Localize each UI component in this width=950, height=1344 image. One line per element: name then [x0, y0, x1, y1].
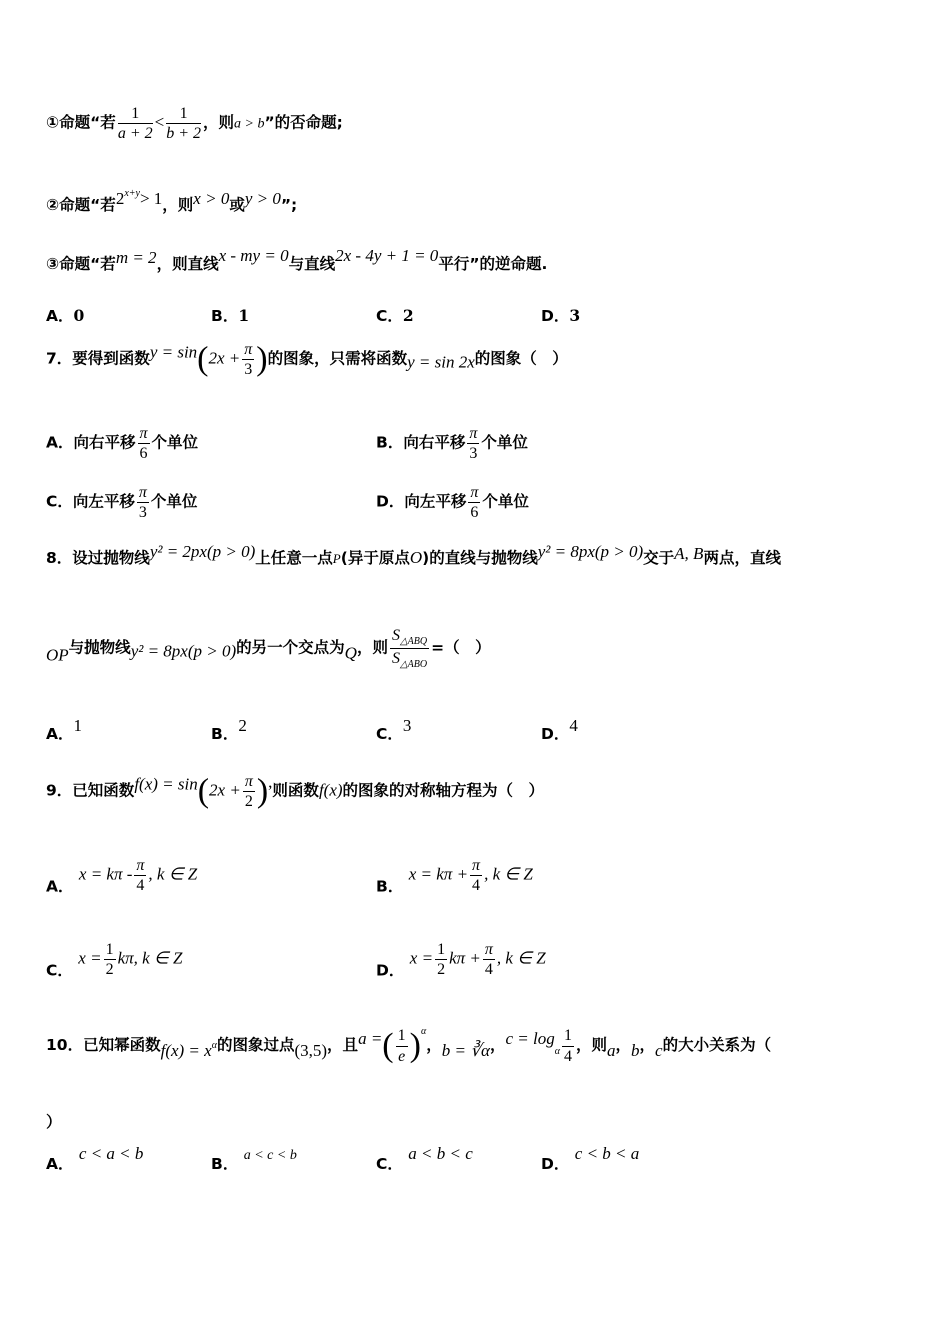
option-label: B． — [211, 725, 239, 743]
option-label: A． — [46, 1155, 74, 1173]
question-number: 9． — [46, 781, 73, 800]
option-fraction — [435, 940, 447, 979]
q7-option-d[interactable] — [376, 483, 529, 522]
q10-text-e: 的大小关系为（ — [662, 1036, 772, 1054]
point-3-5: (3,5) — [294, 1041, 328, 1060]
frac-den: 3 — [244, 361, 253, 379]
fraction-1-over-b-plus-2 — [166, 104, 201, 143]
option-text: 2 — [238, 716, 247, 735]
frac-den: 4 — [472, 877, 481, 895]
sep: ， — [615, 1036, 631, 1054]
option-pre: 向右平移 — [403, 433, 466, 452]
frac-den: 6 — [139, 445, 148, 463]
q10-option-b[interactable] — [211, 1144, 297, 1174]
power-func: f(x) = x — [160, 1041, 212, 1060]
a-def: a = — [358, 1029, 383, 1048]
option-label: B． — [211, 1155, 239, 1173]
right-paren: ) — [256, 340, 268, 378]
cond-x-gt-0: x > 0 — [193, 189, 230, 208]
frac-num-s: S — [391, 627, 400, 644]
q10-text-d: ，则 — [575, 1036, 607, 1054]
q10-text-b: 的图象过点 — [216, 1036, 295, 1054]
question-number: 8． — [46, 549, 73, 567]
option-text: 4 — [569, 716, 578, 735]
option-fraction — [134, 856, 146, 895]
frac-den: 2 — [105, 961, 114, 979]
frac-num: π — [134, 856, 146, 876]
q9-option-a[interactable] — [46, 856, 197, 897]
question-number: 10． — [46, 1036, 84, 1054]
option-label: C． — [46, 492, 73, 511]
fraction-1-over-a-plus-2 — [118, 104, 153, 143]
option-text: a < c < b — [243, 1148, 297, 1163]
q9-text-a: 已知函数 — [72, 781, 135, 800]
parabola-1: y² = 2px(p > 0) — [149, 542, 256, 561]
q10-option-c[interactable] — [376, 1144, 473, 1174]
option-text: a < b < c — [408, 1144, 473, 1163]
frac-den: a + 2 — [117, 125, 153, 143]
cond-y-gt-0: y > 0 — [244, 189, 281, 208]
q6-item1-text-a: 命题“若 — [59, 113, 116, 132]
log-base: α — [554, 1046, 560, 1058]
line-op: OP — [46, 645, 69, 665]
q10-option-a[interactable] — [46, 1144, 143, 1174]
q6-item-2 — [46, 188, 297, 215]
option-fraction — [467, 424, 479, 463]
frac-den: e — [398, 1047, 406, 1065]
frac-num: 1 — [118, 104, 153, 124]
q9-inner: 2x + — [209, 780, 241, 800]
q8-option-d[interactable] — [541, 716, 578, 744]
option-label: C． — [46, 961, 73, 980]
q6-item2-text-b: ，则 — [162, 196, 194, 214]
q10-text-c: ，且 — [327, 1036, 359, 1054]
q6-item2-text-a: 命题“若 — [59, 196, 116, 214]
circle-num-1: ① — [46, 113, 60, 132]
point-q: Q — [344, 643, 357, 663]
q9-text-c: 的图象的对称轴方程为（ ） — [342, 781, 545, 800]
left-paren: ( — [382, 1027, 394, 1064]
option-post: , k ∈ Z — [484, 864, 533, 884]
option-text: 1 — [73, 716, 82, 735]
fraction-pi-over-2 — [243, 772, 255, 811]
q8-option-c[interactable] — [376, 716, 411, 744]
comma: , — [268, 772, 273, 792]
option-pre: 向左平移 — [72, 492, 135, 511]
option-text: c < b < a — [574, 1144, 640, 1163]
frac-den: b + 2 — [166, 125, 201, 143]
frac-num: 1 — [562, 1026, 574, 1046]
option-fraction — [138, 424, 150, 463]
option-label: A． — [46, 725, 74, 743]
option-label: C． — [376, 725, 403, 743]
var-c: c — [655, 1041, 663, 1060]
q7-inner: 2x + — [208, 348, 241, 368]
q6-item-1 — [46, 104, 343, 143]
frac-den: 3 — [469, 445, 478, 463]
q8-text-h: 的另一个交点为 — [236, 638, 345, 657]
q6-item-3 — [46, 246, 547, 274]
q7-text-b: 的图象，只需将函数 — [267, 349, 408, 368]
q8-text-f: 两点，直线 — [703, 549, 781, 567]
b-def: b = ∛α — [441, 1041, 490, 1060]
frac-num-sub: △ABQ — [399, 636, 428, 648]
option-label: D． — [541, 307, 570, 325]
option-label: B． — [376, 433, 404, 452]
frac-num: π — [242, 340, 254, 360]
q7-option-b[interactable] — [376, 424, 528, 463]
option-text: 2 — [402, 306, 414, 325]
power-func-exp: α — [211, 1040, 217, 1051]
option-post: kπ, k ∈ Z — [117, 948, 183, 968]
cond-m-eq-2: m = 2 — [115, 248, 157, 267]
frac-num: 1 — [166, 104, 201, 124]
q9-func: f(x) = sin — [134, 774, 198, 794]
frac-num: π — [467, 424, 479, 444]
area-ratio-fraction — [390, 626, 429, 671]
option-pre: x = kπ + — [408, 864, 469, 884]
left-paren: ( — [197, 340, 209, 378]
option-fraction — [104, 940, 116, 979]
q10-text-f: ） — [46, 1113, 62, 1131]
q6-option-d[interactable] — [541, 304, 580, 326]
option-pre: 向右平移 — [73, 433, 136, 452]
option-text: 1 — [238, 306, 250, 325]
frac-num: 1 — [435, 940, 447, 960]
option-pre: 向左平移 — [404, 492, 467, 511]
less-than: < — [154, 112, 165, 132]
q9-option-c[interactable] — [46, 940, 182, 981]
q8-text-b: 上任意一点 — [255, 549, 333, 567]
q8-text-a: 设过抛物线 — [72, 549, 150, 567]
c-def: c = log — [505, 1029, 555, 1048]
points-a-b: A, B — [674, 544, 704, 563]
option-post: 个单位 — [481, 433, 528, 452]
q8-text-c: (异于原点 — [340, 549, 410, 567]
option-fraction-2 — [483, 940, 495, 979]
q9-option-b[interactable] — [376, 856, 533, 897]
option-text: 3 — [569, 306, 581, 325]
fraction-1-over-4 — [562, 1026, 574, 1065]
option-pre: x = — [78, 948, 102, 968]
q6-item3-text-b: ，则直线 — [156, 255, 219, 273]
q6-item3-text-d: 平行”的逆命题. — [438, 255, 548, 273]
parabola-2: y² = 8px(p > 0) — [537, 542, 644, 561]
frac-num: π — [468, 483, 480, 503]
option-label: B． — [376, 877, 404, 896]
q10-text-a: 已知幂函数 — [83, 1036, 161, 1054]
q7-func-2: y = sin 2x — [407, 352, 475, 372]
option-post: 个单位 — [151, 433, 199, 452]
frac-num: 1 — [396, 1026, 408, 1046]
q8-text-i: ，则 — [356, 638, 388, 657]
option-label: D． — [541, 1155, 570, 1173]
q7-stem — [46, 340, 568, 379]
option-text: 0 — [73, 306, 85, 325]
frac-den: 4 — [563, 1047, 572, 1065]
fraction-1-over-e — [396, 1026, 408, 1065]
option-label: A． — [46, 307, 74, 325]
option-fraction — [137, 483, 149, 522]
sep: ， — [639, 1036, 656, 1054]
q10-stem-line-1 — [46, 1026, 771, 1066]
frac-den: 4 — [484, 961, 493, 979]
q7-option-a[interactable] — [46, 424, 198, 463]
frac-num: π — [483, 940, 495, 960]
option-fraction — [470, 856, 482, 895]
q9-stem — [46, 772, 544, 811]
q6-option-c[interactable] — [376, 304, 414, 326]
q6-item1-text-b: ，则 — [203, 113, 235, 132]
q9-fx: f(x) — [318, 780, 343, 800]
q7-option-c[interactable] — [46, 483, 197, 522]
q8-option-a[interactable] — [46, 716, 82, 744]
q8-text-e: 交于 — [643, 549, 675, 567]
q6-item2-text-c: 或 — [229, 196, 245, 214]
option-label: A． — [46, 433, 74, 452]
var-a: a — [606, 1041, 616, 1060]
left-paren: ( — [197, 772, 210, 810]
option-label: B． — [211, 307, 239, 325]
circle-num-3: ③ — [46, 255, 60, 273]
frac-den: 3 — [138, 504, 147, 522]
q6-item3-text-c: 与直线 — [288, 255, 336, 273]
line-2-equation: 2x - 4y + 1 = 0 — [335, 246, 439, 265]
fraction-pi-over-3 — [242, 340, 254, 379]
option-fraction — [468, 483, 480, 522]
sep: ， — [426, 1036, 442, 1054]
frac-den: 4 — [136, 877, 145, 895]
q8-stem-line-1 — [46, 542, 781, 568]
q8-stem-line-2 — [46, 626, 491, 671]
option-post: kπ + — [449, 948, 481, 968]
frac-num: 1 — [104, 940, 116, 960]
option-pre: x = kπ - — [78, 864, 133, 884]
q8-text-j: =（ ） — [431, 638, 491, 657]
frac-den-sub: △ABO — [399, 659, 428, 671]
option-post: , k ∈ Z — [148, 864, 198, 884]
frac-den: 2 — [437, 961, 446, 979]
q7-text-c: 的图象（ ） — [474, 349, 568, 368]
parabola-3: y² = 8px(p > 0) — [130, 641, 237, 661]
q9-text-b: 则函数 — [272, 781, 319, 800]
q6-option-b[interactable] — [211, 304, 249, 326]
q8-option-b[interactable] — [211, 716, 247, 744]
q6-item1-text-c: ”的否命题; — [264, 113, 343, 132]
q10-option-d[interactable] — [541, 1144, 639, 1174]
var-b: b — [631, 1041, 640, 1060]
q8-text-d: )的直线与抛物线 — [422, 549, 538, 567]
option-label: D． — [541, 725, 570, 743]
frac-den: 2 — [244, 793, 253, 811]
a-exp: α — [420, 1026, 427, 1037]
frac-num: π — [137, 483, 149, 503]
option-pre: x = — [409, 948, 434, 968]
cond-a-gt-b: a > b — [234, 116, 265, 132]
point-o: O — [409, 548, 423, 567]
gt-one: > 1 — [139, 189, 163, 208]
q7-func-1: y = sin — [149, 342, 198, 362]
right-paren: ) — [256, 772, 269, 810]
q6-option-a[interactable] — [46, 304, 84, 326]
point-p: P — [332, 551, 341, 566]
sep: ， — [489, 1036, 506, 1054]
power-exp: x+y — [124, 188, 140, 199]
q10-stem-line-2 — [46, 1110, 62, 1132]
power-base: 2 — [115, 189, 125, 208]
option-post-2: , k ∈ Z — [496, 948, 546, 968]
right-paren: ) — [409, 1027, 421, 1064]
question-number: 7． — [46, 349, 73, 368]
option-label: C． — [376, 307, 403, 325]
q6-item2-text-d: ”; — [280, 196, 298, 214]
circle-num-2: ② — [46, 196, 60, 214]
q7-text-a: 要得到函数 — [72, 349, 150, 368]
frac-num: π — [243, 772, 255, 792]
option-text: c < a < b — [78, 1144, 144, 1163]
option-label: D． — [376, 492, 405, 511]
frac-den-s: S — [391, 650, 400, 668]
frac-den: 6 — [470, 504, 479, 522]
option-post: 个单位 — [150, 492, 198, 511]
q6-item3-text-a: 命题“若 — [59, 255, 116, 273]
q9-option-d[interactable] — [376, 940, 546, 981]
q8-text-g: 与抛物线 — [68, 638, 131, 657]
option-post: 个单位 — [482, 492, 529, 511]
option-label: C． — [376, 1155, 403, 1173]
frac-num: π — [470, 856, 482, 876]
option-text: 3 — [402, 716, 412, 735]
option-label: A． — [46, 877, 74, 896]
line-1-equation: x - my = 0 — [218, 246, 289, 265]
option-label: D． — [376, 961, 405, 980]
frac-num: π — [138, 424, 150, 444]
